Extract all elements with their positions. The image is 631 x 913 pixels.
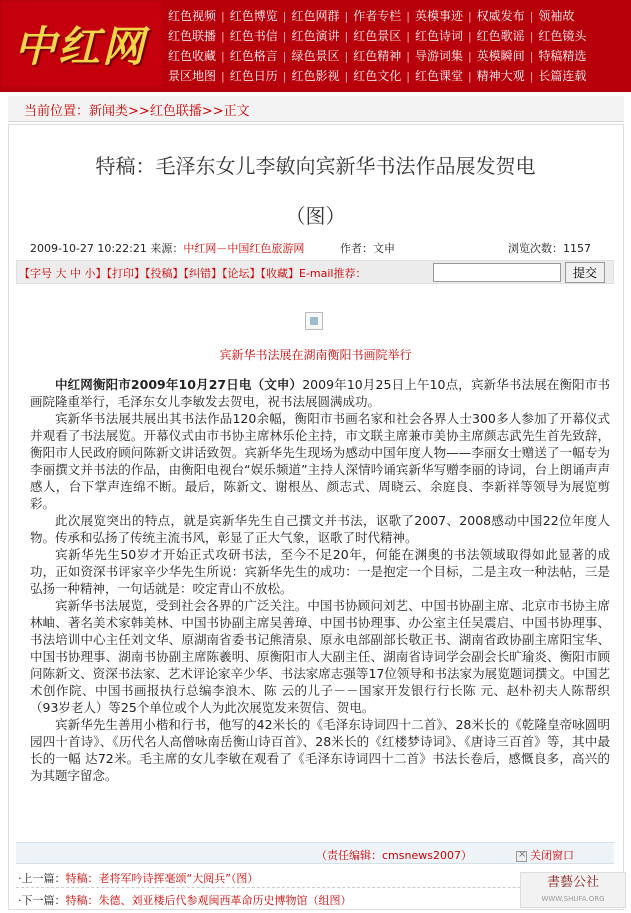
breadcrumb-sep: >> (201, 104, 224, 119)
close-icon[interactable] (516, 851, 527, 862)
prev-label: ·上一篇： (18, 872, 66, 885)
font-size-control[interactable]: 【字号 大 中 小】 (19, 267, 107, 280)
article-paragraph: 此次展览突出的特点，就是宾新华先生自己撰文并书法，讴歌了2007、2008感动中国22位年度人物。传承和弘扬了传统主流书风，彰显了正大气象，讴歌了时代精神。 (30, 513, 610, 545)
site-header (0, 0, 631, 92)
editor-bar (16, 842, 614, 864)
breadcrumb-section[interactable]: 红色联播 (149, 104, 202, 119)
nav-link[interactable]: 红色歌谣 (476, 29, 525, 43)
nav-row-3: 红色收藏 | 红色格言 | 绿色景区 | 红色精神 | 导游词集 | 英模瞬间 | 特稿精选 (168, 49, 587, 63)
nav-link[interactable]: 绿色景区 (291, 49, 340, 63)
submit-article-link[interactable]: 【投稿】 (145, 267, 184, 280)
article-paragraph: 宾新华先生善用小楷和行书，他写的42米长的《毛泽东诗词四十二首》、28米长的《乾隆皇帝咏圆明园四十首诗》、《历代名人高僧咏南岳衡山诗百首》、28米长的《红楼梦诗词》、《唐诗三百首》等，其中最长的一幅 达72米。毛主席的女儿李敏在观看了《毛泽东诗词四十二首》书法长卷后，感慨良多，高兴的为其题字留念。 (30, 717, 610, 783)
prev-article-link[interactable]: 特稿：老将军吟诗挥毫颂“大阅兵”（图） (65, 872, 259, 885)
nav-link[interactable]: 领袖故 (538, 9, 575, 23)
nav-link[interactable]: 红色诗词 (414, 29, 463, 43)
close-window-link[interactable] (516, 847, 574, 863)
views-value: 1157 (563, 242, 591, 255)
article-body (30, 376, 610, 784)
source-label: 来源： (150, 242, 184, 255)
nav-link[interactable]: 特稿精选 (538, 49, 587, 63)
breadcrumb-prefix: 当前位置： (24, 104, 90, 119)
nav-link[interactable]: 景区地图 (168, 69, 217, 83)
view-count (508, 240, 591, 256)
page-title: 特稿：毛泽东女儿李敏向宾新华书法作品展发贺电 (95, 154, 536, 178)
favorite-link[interactable]: 【收藏】 (260, 267, 299, 280)
nav-link[interactable]: 红色精神 (353, 49, 402, 63)
article-toolbar (16, 260, 614, 284)
nav-link[interactable]: 英模瞬间 (476, 49, 525, 63)
next-article (18, 892, 352, 908)
responsible-editor: （责任编辑：cmsnews2007） (316, 849, 472, 862)
nav-link[interactable]: 红色收藏 (168, 49, 217, 63)
views-label: 浏览次数： (508, 242, 563, 255)
email-input[interactable] (433, 263, 561, 282)
nav-row-4: 景区地图 | 红色日历 | 红色影视 | 红色文化 | 红色课堂 | 精神大观 | 长篇连载 (168, 69, 587, 83)
submit-button[interactable]: 提交 (565, 262, 605, 283)
nav-link[interactable]: 作者专栏 (353, 9, 402, 23)
logo-text[interactable]: 中红网 (14, 22, 147, 71)
nav-link[interactable]: 红色博览 (229, 9, 278, 23)
broken-image-icon (305, 312, 323, 330)
close-window-label[interactable]: 关闭窗口 (530, 849, 574, 862)
nav-link[interactable]: 红色视频 (168, 9, 217, 23)
next-article-link[interactable]: 特稿：朱德、刘亚楼后代参观闽西革命历史博物馆（组图） (65, 894, 352, 907)
nav-link[interactable]: 红色影视 (291, 69, 340, 83)
article-paragraph: 宾新华书法展览，受到社会各界的广泛关注。中国书协顾问刘艺、中国书协副主席、北京市书协主席林岫、著名美术家韩美林、中国书协副主席吴善璋、中国书协理事、办公室主任吴震启、中国书协理事、书法培训中心主任刘文华、原湖南省委书记熊清泉、原永电部副部长敬正书、湖南省政协副主席阳宝华、中国书协理事、湖南书协副主席陈羲明、原衡阳市人大副主任、湖南省诗词学会副会长旷瑜炎、衡阳市顾问陈新文、资深书法家、艺术评论家辛少华、书法家席志强等17位领导和书法家为展览题词撰文。中国艺术创作院、中国书画报执行总编李浪木、陈 云的儿子－－国家开发银行行长陈 元、赵朴初夫人陈帮织（93岁老人）等25个单位或个人为此次展览发来贺信、贺电。 (30, 598, 610, 715)
nav-link[interactable]: 导游词集 (414, 49, 463, 63)
breadcrumb-current: 正文 (223, 104, 250, 119)
nav-link[interactable]: 精神大观 (476, 69, 525, 83)
author-label: 作者： (340, 242, 373, 255)
breadcrumb-sep: >> (128, 104, 150, 119)
nav-link[interactable]: 红色课堂 (414, 69, 463, 83)
nav-row-2: 红色联播 | 红色书信 | 红色演讲 | 红色景区 | 红色诗词 | 红色歌谣 | 红色镜头 (168, 29, 587, 43)
toolbar-links (19, 265, 367, 281)
breadcrumb-text (24, 100, 250, 119)
forum-link[interactable]: 【论坛】 (222, 267, 261, 280)
source-link[interactable]: 中红网－中国红色旅游网 (183, 242, 305, 255)
image-caption: 宾新华书法展在湖南衡阳书画院举行 (219, 348, 412, 362)
nav-row-1: 红色视频 | 红色博览 | 红色网群 | 作者专栏 | 英模事迹 | 权威发布 | 领袖故 (168, 9, 575, 23)
nav-link[interactable]: 红色格言 (229, 49, 278, 63)
article-meta (30, 240, 600, 256)
article-paragraph: 宾新华书法展共展出其书法作品120余幅，衡阳市书画名家和社会各界人士300多人参加了开幕仪式并观看了书法展览。开幕仪式由市书协主席林乐伦主持，市文联主席兼市美协主席颜志武先生首先致辞，衡阳市人民政府顾问陈新文讲话致贺。宾新华先生现场为感动中国年度人物——李丽女士赠送了一幅专为李丽撰文并书法的作品，由衡阳电视台“娱乐频道”主持人深情吟诵宾新华写赠李丽的诗词，台上朗诵声声感人，台下掌声连绵不断。最后，陈新文、谢根丛、颜志式、周晓云、余庭良、李新祥等领导为展览剪彩。 (30, 411, 610, 511)
author-name: 文申 (373, 242, 395, 255)
author-info (340, 240, 395, 256)
watermark-title: 書藝公社 (546, 875, 599, 890)
article-lead: 中红网衡阳市2009年10月27日电（文申） (55, 377, 303, 392)
article-paragraph (30, 376, 610, 410)
breadcrumb (8, 96, 624, 122)
nav-link[interactable]: 红色日历 (229, 69, 278, 83)
next-label: ·下一篇： (18, 894, 66, 907)
nav-link[interactable]: 红色镜头 (538, 29, 587, 43)
breadcrumb-home[interactable]: 新闻类 (89, 104, 129, 119)
nav-link[interactable]: 长篇连载 (538, 69, 587, 83)
nav-link[interactable]: 红色文化 (353, 69, 402, 83)
top-nav (168, 6, 631, 86)
print-link[interactable]: 【打印】 (106, 267, 145, 280)
email-recommend-label: E-mail推荐： (299, 267, 367, 280)
nav-link[interactable]: 红色景区 (353, 29, 402, 43)
article-paragraph: 宾新华先生50岁才开始正式攻研书法，至今不足20年，何能在渊奥的书法领域取得如此显著的成功，正如资深书评家辛少华先生所说：宾新华先生的成功：一是抱定一个目标，二是主攻一种法帖，三是弘扬一种精神，一句话就是：咬定青山不放松。 (30, 547, 610, 596)
nav-link[interactable]: 英模事迹 (414, 9, 463, 23)
prev-article (18, 870, 258, 886)
nav-link[interactable]: 红色演讲 (291, 29, 340, 43)
site-logo[interactable] (2, 2, 162, 86)
page-title-suffix: （图） (285, 204, 346, 228)
paragraph-text: 2009年10月25日上午10点，宾新华书法展在衡阳市书画院隆重举行，毛泽东女儿李敏发去贺电，祝书法展圆满成功。 (30, 377, 610, 409)
publish-date: 2009-10-27 10:22:21 (30, 242, 147, 255)
nav-link[interactable]: 红色网群 (291, 9, 340, 23)
nav-link[interactable]: 红色书信 (229, 29, 278, 43)
correction-link[interactable]: 【纠错】 (183, 267, 222, 280)
watermark-logo (520, 872, 626, 908)
nav-link[interactable]: 红色联播 (168, 29, 217, 43)
watermark-url: WWW.SHUFA.ORG (541, 895, 605, 903)
nav-link[interactable]: 权威发布 (476, 9, 525, 23)
